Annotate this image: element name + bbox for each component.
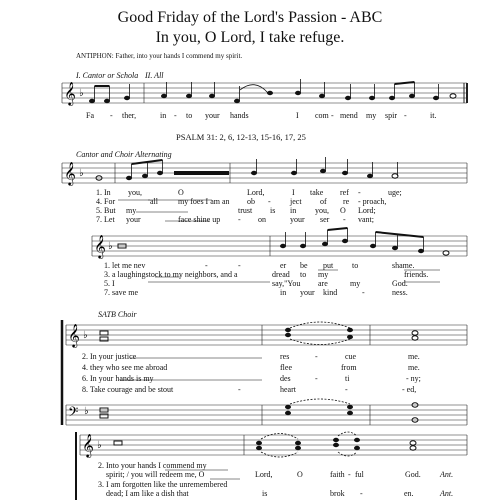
treble-clef-icon: 𝄞 [64,163,76,185]
satb-treble-staff [66,325,467,345]
lyric: ther, [122,111,137,120]
lyric: com [315,111,329,120]
treble-clef-icon: 𝄞 [68,325,80,347]
score-page: Good Friday of the Lord's Passion - ABC In you, O Lord, I take refuge. ANTIPHON: Father, into your hands I commend my spirit. I. Cantor or Schola II. All 𝄞 ♭ 𝄞 ♭ 𝄞 ♭ 𝄞 ♭ 𝄢 ♭ 𝄞 ♭ Fa - ther, in - to your hands I com - mend my spir - it. PSALM 31: 2, 6, 12-13, 15-16, 17, 25 Cantor and Choir Alternating 1. In you, O Lord, I take ref - uge; 4. For all my foes I am an ob - ject of re - proach, 5. But my trust is in you, O Lord; 7. Let your face shine up - on your ser - vant; 1. let me nev - - er be put to shame. 3. a laughingstock to my neighbors, and a dread to my friends. 5. I say,"You are my God. 7. save me in your kind - ness. SATB Choir 2. In your justice res - cue me. 4. they who see me abroad flee from me. 6. In your hands is my des - ti - ny; 8. Take courage and be stout - heart - - ed, 2. Into your hands I commend my spirit; / you will redeem me, O Lord, O faith - ful God. Ant. 3. I am forgotten like the unremembered dead; I am like a dish that is brok - en. Ant. [0,0,500,500]
treble-clef-icon: 𝄞 [94,236,106,258]
lyric: to [186,111,193,120]
flat-icon: ♭ [79,168,84,179]
antiphon-text: ANTIPHON: Father, into your hands I commend my spirit. [76,52,243,60]
antiphon-part2: II. All [145,71,164,80]
lyric: spir [385,111,397,120]
psalm-staff-upper [62,163,467,183]
psalm-heading: PSALM 31: 2, 6, 12-13, 15-16, 17, 25 [176,132,306,142]
lyric: - [404,111,407,120]
lyric: mend [340,111,358,120]
antiphon-part1: I. Cantor or Schola [76,71,139,80]
lyric: your [205,111,220,120]
final-staff [80,435,467,455]
flat-icon: ♭ [79,88,84,99]
psalm-upper-notes [96,169,398,180]
bass-clef-icon: 𝄢 [68,406,79,423]
satb-direction: SATB Choir [98,310,137,319]
lyric: - [331,111,334,120]
treble-clef-icon: 𝄞 [64,81,76,105]
lyric: Fa [86,111,94,120]
reciting-note [174,171,229,175]
flat-icon: ♭ [83,330,88,341]
antiphon-staff [62,83,467,103]
psalm-staff-lower [92,236,467,256]
flat-icon: ♭ [84,406,89,417]
lyric: my [366,111,377,120]
psalm-direction: Cantor and Choir Alternating [76,150,172,159]
lyric: - [110,111,113,120]
flat-icon: ♭ [108,241,113,252]
flat-icon: ♭ [97,440,102,451]
lyric: it. [430,111,437,120]
lyric: hands [230,111,249,120]
lyric: I [296,111,299,120]
page-subtitle: In you, O Lord, I take refuge. [155,29,345,46]
lyric: in [160,111,167,120]
lyric: - [174,111,177,120]
treble-clef-icon: 𝄞 [82,435,94,457]
satb-bass-staff [66,405,467,425]
page-title: Good Friday of the Lord's Passion - ABC [117,9,383,26]
